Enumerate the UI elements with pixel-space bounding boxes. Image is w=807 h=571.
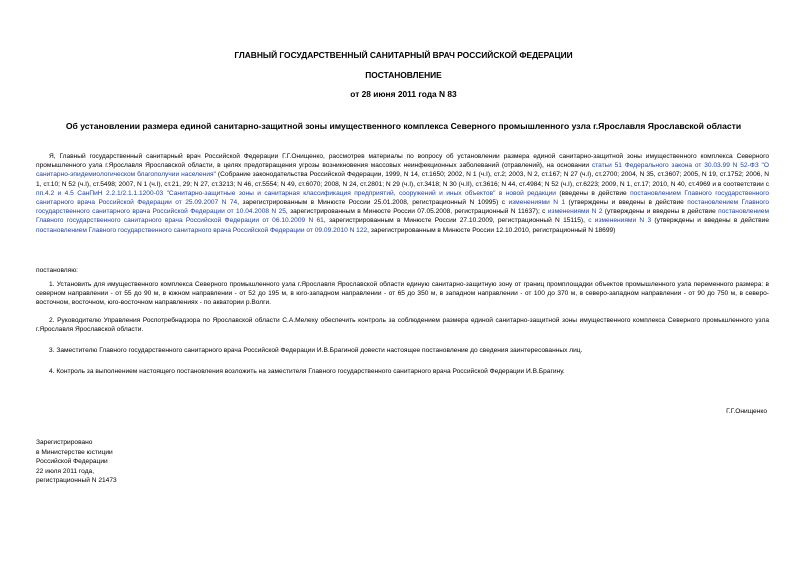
item-3-paragraph: 3. Заместителю Главного государственного санитарного врача Российской Федерации И.В.Брагиной довести настоящее постановление до сведения заинтересованных лиц. <box>49 347 583 354</box>
decree-word: постановляю: <box>36 267 79 274</box>
item-2-paragraph: 2. Руководителю Управления Роспотребнадзора по Ярославской области С.А.Мелеху обеспечить контроль за соблюдением размера единой санитарно-защитной зоны имущественного комплекса Северного промышленного узла г.Ярославля Ярославской области. <box>36 317 769 334</box>
signature: Г.Г.Онищенко <box>726 408 767 415</box>
amendment-3-link[interactable]: с изменениями N 3 <box>588 217 652 225</box>
preamble-paragraph <box>36 152 769 235</box>
document-title: Об установлении размера единой санитарно-защитной зоны имущественного комплекса Северного промышленного узла г.Ярославля Ярославской области <box>65 121 742 131</box>
preamble-text: , зарегистрированным в Минюсте России 27.10.2009, регистрационный N 15115), <box>323 217 589 225</box>
item-4-paragraph: 4. Контроль за выполнением настоящего постановления возложить на заместителя Главного государственного санитарного врача Российской Федерации И.В.Брагину. <box>49 368 565 375</box>
registration-line: Зарегистрировано <box>36 439 93 446</box>
document-type: ПОСТАНОВЛЕНИЕ <box>365 70 442 80</box>
amendment-2-link[interactable]: изменениями N 2 <box>547 208 603 216</box>
preamble-text: (утверждены и введены в действие <box>602 208 719 216</box>
registration-block <box>36 438 117 486</box>
preamble-text: , зарегистрированным в Минюсте России 07.05.2008, регистрационный N 11637); с <box>285 208 548 216</box>
preamble-text: Я, Главный государственный санитарный врач Российской Федерации Г.Г.Онищенко, рассмотрев материалы по вопросу об установлении размера единой санитарно-защитной зоны имущественного комплекса Северного промышленного узла г.Ярославля Ярославской области, в целях предотвращения угрозы возникновения массовых неинфекционных заболеваний (отравлений), на основании <box>36 153 769 170</box>
resolution-25-link[interactable]: постановлением Главного государственного санитарного врача Российской Федерации от 10.04.2008 N 25 <box>36 199 769 216</box>
registration-date: 22 июля 2011 года, <box>36 467 95 475</box>
preamble-text: (Собрание законодательства Российской Федерации, 1999, N 14, ст.1650; 2002, N 1 (ч.I), ст.2; 2003, N 2, ст.167; N 27 (ч.I), ст.2700; 2004, N 35, ст.3607; 2005, N 19, ст.1752; 2006, N 1, ст.10; N 52 (ч.I), ст.5498; 2007, N 1 (ч.I), ст.21, 29; N 27, ст.3213; N 46, ст.5554; N 49, ст.6070; 2008, N 24, ст.2801; N 29 (ч.I), ст.3418; N 30 (ч.II), ст.3616; N 44, ст.4984; N 52 (ч.I), ст.6223; 2009, N 1, ст.17; 2010, N 40, ст.4969 и в соответствии с <box>36 171 769 188</box>
registration-line: Российской Федерации <box>36 458 108 466</box>
law-article-51-link[interactable]: статьи 51 Федерального закона от 30.03.99 N 52-ФЗ "О санитарно-эпидемиологическом благополучии населения" <box>36 162 770 179</box>
preamble-text: (утверждены и введены в действие <box>565 199 688 207</box>
preamble-text: , зарегистрированным в Минюсте России 25.01.2008, регистрационный N 10995) с <box>237 199 509 207</box>
issuing-authority: ГЛАВНЫЙ ГОСУДАРСТВЕННЫЙ САНИТАРНЫЙ ВРАЧ РОССИЙСКОЙ ФЕДЕРАЦИИ <box>234 50 573 60</box>
resolution-74-link[interactable]: постановлением Главного государственного санитарного врача Российской Федерации от 25.09.2007 N 74 <box>36 189 769 207</box>
resolution-61-link[interactable]: постановлением Главного государственного санитарного врача Российской Федерации от 06.10.2009 N 61 <box>36 208 770 225</box>
preamble-text: , зарегистрированным в Минюсте России 12.10.2010, регистрационный N 18699) <box>367 226 616 234</box>
registration-line: в Министерстве юстиции <box>36 448 113 456</box>
amendment-1-link[interactable]: изменениями N 1 <box>508 199 566 207</box>
sanpin-link[interactable]: пп.4.2 и 4.5 СанПиН 2.2.1/2.1.1.1200-03 "Санитарно-защитные зоны и санитарная классификация предприятий, сооружений и иных объектов" в новой редакции <box>36 189 556 197</box>
item-1-paragraph: 1. Установить для имущественного комплекса Северного промышленного узла г.Ярославля Ярославской области единую санитарно-защитную зону от границ промплощадки объектов промышленного узла переменного размера: в северном направлении - от 55 до 90 м, в южном направлении - от 52 до 195 м, в юго-западном направлении - от 65 до 350 м, в западном направлении - от 100 до 370 м, в северо-западном направлении - от 90 до 750 м, в северо-восточном, восточном, юго-восточном направлениях - по акватории р.Волги. <box>36 281 769 307</box>
registration-number: регистрационный N 21473 <box>36 477 117 485</box>
resolution-122-link[interactable]: постановлением Главного государственного санитарного врача Российской Федерации от 09.09.2010 N 122 <box>36 226 368 234</box>
preamble-text: (утверждены и введены в действие <box>651 217 769 225</box>
document-date-number: от 28 июня 2011 года N 83 <box>350 89 457 99</box>
preamble-text: (введены в действие <box>556 189 631 197</box>
